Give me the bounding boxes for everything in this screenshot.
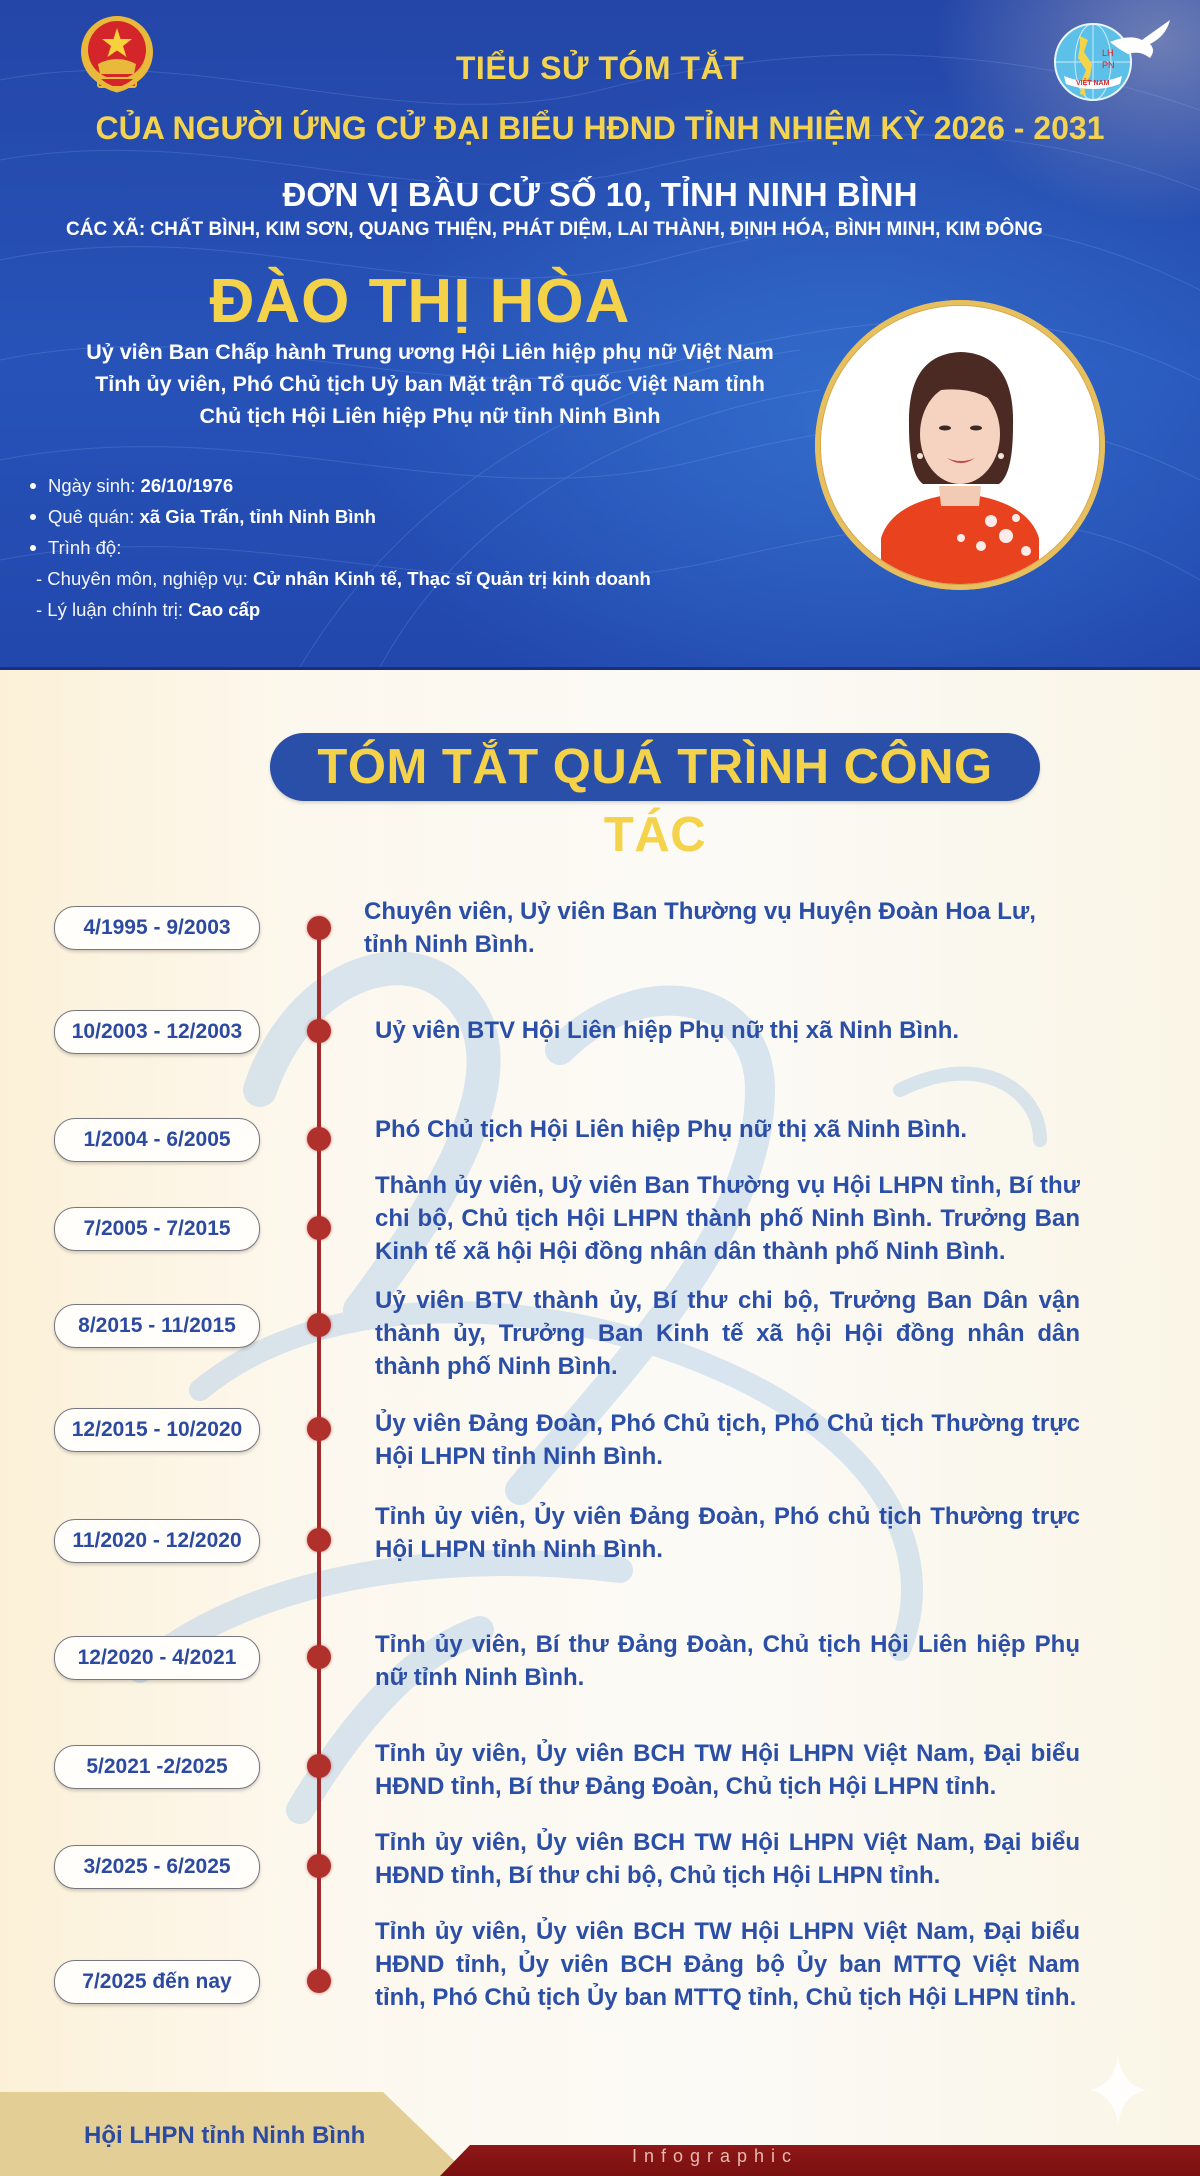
bullet-icon: [30, 514, 36, 520]
role-line: Tỉnh ủy viên, Phó Chủ tịch Uỷ ban Mặt trận Tổ quốc Việt Nam tỉnh: [95, 372, 765, 396]
career-description: Tỉnh ủy viên, Bí thư Đảng Đoàn, Chủ tịch Hội Liên hiệp Phụ nữ tỉnh Ninh Bình.: [375, 1631, 1080, 1691]
info-hometown: [28, 501, 651, 532]
hometown-label: Quê quán:: [48, 506, 140, 527]
career-description: Chuyên viên, Uỷ viên Ban Thường vụ Huyện Đoàn Hoa Lư, tỉnh Ninh Bình.: [364, 898, 1036, 958]
sparkle-icon: [1090, 2055, 1146, 2125]
candidate-portrait: [815, 300, 1105, 590]
bullet-icon: [30, 483, 36, 489]
portrait-photo: [821, 306, 1099, 584]
title-line2: CỦA NGƯỜI ỨNG CỬ ĐẠI BIỂU HĐND TỈNH NHIỆM KỲ 2026 - 2031: [95, 110, 1105, 146]
timeline-dot-icon: [307, 1645, 331, 1669]
timeline-dot-icon: [307, 1417, 331, 1441]
timeline-line: [317, 928, 321, 1984]
role-line: Uỷ viên Ban Chấp hành Trung ương Hội Liên hiệp phụ nữ Việt Nam: [86, 340, 774, 364]
birth-value: 26/10/1976: [140, 475, 234, 496]
info-birth: [28, 470, 651, 501]
info-major: [28, 563, 651, 594]
timeline-dot-icon: [307, 1754, 331, 1778]
date-pill: 10/2003 - 12/2003: [54, 1010, 260, 1054]
lhpn-logo-bottom: PN: [1102, 60, 1115, 70]
politics-label: - Lý luận chính trị:: [36, 599, 189, 620]
date-pill: 4/1995 - 9/2003: [54, 906, 260, 950]
timeline-dot-icon: [307, 1216, 331, 1240]
timeline-dot-icon: [307, 1313, 331, 1337]
career-section-title: TÓM TẮT QUÁ TRÌNH CÔNG TÁC: [270, 733, 1040, 801]
date-pill: 3/2025 - 6/2025: [54, 1845, 260, 1889]
bullet-icon: [30, 545, 36, 551]
career-description: Phó Chủ tịch Hội Liên hiệp Phụ nữ thị xã Ninh Bình.: [375, 1116, 968, 1143]
footer-organization: Hội LHPN tỉnh Ninh Bình: [84, 2122, 366, 2149]
candidate-name: ĐÀO THỊ HÒA: [209, 267, 631, 336]
title-line1: TIỂU SỬ TÓM TẮT: [455, 50, 745, 86]
date-pill: 12/2020 - 4/2021: [54, 1636, 260, 1680]
date-pill: 1/2004 - 6/2005: [54, 1118, 260, 1162]
footer-infographic-label: Infographic: [631, 2146, 799, 2166]
electoral-unit: ĐƠN VỊ BẦU CỬ SỐ 10, TỈNH NINH BÌNH: [282, 176, 918, 213]
date-pill: 7/2005 - 7/2015: [54, 1207, 260, 1251]
career-description: Thành ủy viên, Uỷ viên Ban Thường vụ Hội LHPN tỉnh, Bí thư chi bộ, Chủ tịch Hội LHPN thành phố Ninh Bình. Trưởng Ban Kinh tế xã hội Hội đồng nhân dân thành phố Ninh Bình.: [375, 1172, 1080, 1265]
info-politics: [28, 594, 651, 625]
politics-value: Cao cấp: [188, 599, 261, 620]
timeline-dot-icon: [307, 1127, 331, 1151]
career-description: Ủy viên Đảng Đoàn, Phó Chủ tịch, Phó Chủ tịch Thường trực Hội LHPN tỉnh Ninh Bình.: [375, 1410, 1080, 1470]
career-description: Tỉnh ủy viên, Ủy viên BCH TW Hội LHPN Việt Nam, Đại biểu HĐND tỉnh, Ủy viên BCH Đảng bộ Ủy ban MTTQ Việt Nam tỉnh, Phó Chủ tịch Ủy ban MTTQ tỉnh, Chủ tịch Hội LHPN tỉnh.: [375, 1918, 1080, 2011]
header-section: [0, 0, 1200, 670]
date-pill: 5/2021 -2/2025: [54, 1745, 260, 1789]
major-value: Cử nhân Kinh tế, Thạc sĩ Quản trị kinh doanh: [253, 568, 651, 589]
timeline-dot-icon: [307, 916, 331, 940]
career-description: Tỉnh ủy viên, Ủy viên BCH TW Hội LHPN Việt Nam, Đại biểu HĐND tỉnh, Bí thư Đảng Đoàn, Chủ tịch Hội LHPN tỉnh.: [375, 1740, 1080, 1800]
info-education: [28, 532, 651, 563]
career-description: Uỷ viên BTV thành ủy, Bí thư chi bộ, Trưởng Ban Dân vận thành ủy, Trưởng Ban Kinh tế xã hội Hội đồng nhân dân thành phố Ninh Bình.: [375, 1287, 1080, 1380]
birth-label: Ngày sinh:: [48, 475, 141, 496]
timeline-dot-icon: [307, 1969, 331, 1993]
lhpn-logo-ribbon: VIỆT NAM: [1076, 80, 1110, 87]
education-label: Trình độ:: [48, 537, 122, 558]
candidate-roles: [40, 336, 820, 432]
role-line: Chủ tịch Hội Liên hiệp Phụ nữ tỉnh Ninh Bình: [199, 404, 661, 428]
major-label: - Chuyên môn, nghiệp vụ:: [36, 568, 253, 589]
timeline-dot-icon: [307, 1854, 331, 1878]
lhpn-logo-top: LH: [1102, 48, 1114, 58]
date-pill: 7/2025 đến nay: [54, 1960, 260, 2004]
date-pill: 8/2015 - 11/2015: [54, 1304, 260, 1348]
date-pill: 12/2015 - 10/2020: [54, 1408, 260, 1452]
timeline-dot-icon: [307, 1019, 331, 1043]
career-description: Tỉnh ủy viên, Ủy viên Đảng Đoàn, Phó chủ tịch Thường trực Hội LHPN tỉnh Ninh Bình.: [375, 1503, 1080, 1563]
personal-info: [28, 470, 651, 625]
hometown-value: xã Gia Trấn, tỉnh Ninh Bình: [139, 506, 376, 527]
date-pill: 11/2020 - 12/2020: [54, 1519, 260, 1563]
portrait-figure-icon: [821, 306, 1099, 584]
career-description: Uỷ viên BTV Hội Liên hiệp Phụ nữ thị xã Ninh Bình.: [375, 1017, 960, 1044]
career-description: Tỉnh ủy viên, Ủy viên BCH TW Hội LHPN Việt Nam, Đại biểu HĐND tỉnh, Bí thư chi bộ, Chủ tịch Hội LHPN tỉnh.: [375, 1829, 1080, 1889]
communes-list: CÁC XÃ: CHẤT BÌNH, KIM SƠN, QUANG THIỆN, PHÁT DIỆM, LAI THÀNH, ĐỊNH HÓA, BÌNH MINH, KIM ĐÔNG: [66, 219, 1043, 240]
timeline-dot-icon: [307, 1528, 331, 1552]
